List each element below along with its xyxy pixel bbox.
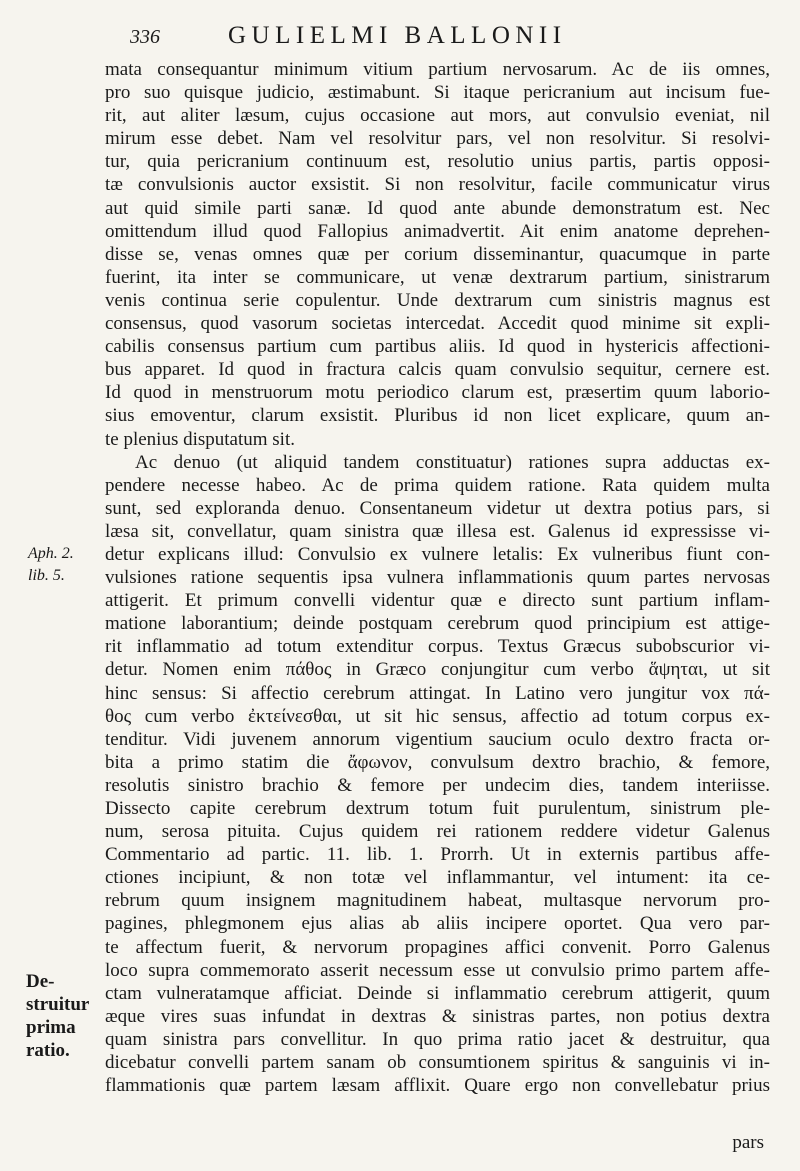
text-line: disse se, venas omnes quæ per corium disseminantur, quacumque in parte	[105, 243, 770, 265]
text-line: tenditur. Vidi juvenem annorum vigentium saucium oculo dextro fracta or-	[105, 728, 770, 750]
running-head: GULIELMI BALLONII	[228, 22, 567, 49]
text-line: pagines, phlegmonem ejus alias ab aliis incipere oportet. Qua vero par-	[105, 913, 770, 935]
text-line: attigerit. Et primum convelli videntur quæ e directo sunt partium inflam-	[105, 590, 770, 612]
text-line: consensus, quod vasorum societas intercedat. Accedit quod minime sit expli-	[105, 313, 770, 335]
text-line: cabilis consensus partium cum partibus aliis. Id quod in hystericis affectioni-	[105, 336, 770, 358]
text-line: Commentario ad partic. 11. lib. 1. Prorrh. Ut in externis partibus affe-	[105, 844, 770, 866]
marginal-note-line: De-	[26, 971, 55, 992]
text-line	[105, 1097, 770, 1120]
text-line: sius emoventur, clarum exsistit. Pluribus id non licet explicare, quum an-	[105, 405, 770, 427]
text-line: ctam vulneratamque afficiat. Deinde si inflammatio cerebrum attigerit, quum	[105, 982, 770, 1004]
text-line: æque vires suas infundat in dextras & sinistras partes, non potius dextra	[105, 1005, 770, 1027]
marginal-reference-line: lib. 5.	[28, 567, 65, 584]
text-line: Ac denuo (ut aliquid tandem constituatur) rationes supra adductas ex-	[135, 451, 770, 473]
text-line: detur explicans illud: Convulsio ex vulnere letalis: Ex vulneribus fiunt con-	[105, 543, 770, 565]
text-line: mirum esse debet. Nam vel resolvitur pars, vel non resolvitur. Si resolvi-	[105, 128, 770, 150]
text-line: Dissecto capite cerebrum dextrum totum fuit purulentum, sinistrum ple-	[105, 798, 770, 819]
text-line: fuerint, ita inter se communicare, ut venæ dextrarum partium, sinistrarum	[105, 266, 770, 288]
text-line: θος cum verbo ἐκτείνεσθαι, ut sit hic sensus, affectio ad totum corpus ex-	[105, 705, 770, 727]
text-line: tur, quia pericranium continuum est, resolutio unius partis, partis opposi-	[105, 151, 770, 173]
text-line: rit inflammatio ad totum extenditur corpus. Textus Græcus subobscurior vi-	[105, 636, 770, 658]
text-line: dicebatur convelli partem sanam ob consumtionem spiritus & sanguinis vi in-	[105, 1052, 770, 1074]
text-line: quam sinistra pars convellitur. In quo prima ratio jacet & destruitur, qua	[105, 1028, 770, 1050]
text-line: pendere necesse habeo. Ac de prima quidem ratione. Rata quidem multa	[105, 474, 770, 496]
page-header	[130, 22, 760, 52]
marginal-note	[26, 970, 89, 1062]
marginal-reference	[28, 543, 74, 587]
text-line: resolutis sinistro brachio & femore per undecim dies, tandem interiisse.	[105, 774, 770, 796]
marginal-note-line: prima	[26, 1017, 76, 1038]
text-line: hinc sensus: Si affectio cerebrum attingat. In Latino vero jungitur vox πά-	[105, 682, 770, 704]
text-line: flammationis quæ partem læsam afflixit. Quare ergo non convellebatur prius	[105, 1075, 770, 1097]
catchword: pars	[732, 1132, 764, 1153]
marginal-note-line: struitur	[26, 994, 90, 1015]
text-line: bus apparet. Id quod in fractura calcis quam convulsio sequitur, cernere est.	[105, 359, 770, 381]
text-line: Id quod in menstruorum motu periodico clarum est, præsertim quum laborio-	[105, 382, 770, 404]
text-line: detur. Nomen enim πάθος in Græco conjungitur cum verbo ἅψηται, ut sit	[105, 659, 770, 681]
text-line: loco supra commemorato asserit necessum esse ut convulsio primo partem affe-	[105, 959, 770, 981]
text-line: læsa sit, convellatur, quam sinistra quæ illesa est. Galenus id expressisse vi-	[105, 520, 770, 542]
text-line: mata consequantur minimum vitium partium nervosarum. Ac de iis omnes,	[105, 59, 770, 80]
text-line: rit, aut aliter læsum, cujus occasione aut mors, aut convulsio eveniat, nil	[105, 105, 770, 127]
marginal-note-line: ratio.	[26, 1040, 70, 1061]
marginal-reference-line: Aph. 2.	[28, 545, 74, 562]
text-line: aut quid simile parti sanæ. Id quod ante abunde demonstratum est. Nec	[105, 197, 770, 219]
text-line: tæ convulsionis auctor exsistit. Si non resolvitur, facile communicatur virus	[105, 174, 770, 196]
text-line: venis continua serie copulentur. Unde dextrarum cum sinistris magnus est	[105, 289, 770, 311]
text-line: num, serosa pituita. Cujus quidem rei rationem reddere videtur Galenus	[105, 821, 770, 843]
text-line: ctiones incipiunt, & non totæ vel inflammantur, vel intument: ita ce-	[105, 867, 770, 889]
body-text	[105, 58, 770, 1120]
text-line: omittendum illud quod Fallopius animadvertit. Ait enim anatome deprehen-	[105, 220, 770, 242]
page-number: 336	[130, 26, 160, 48]
text-line: matione laborantium; deinde postquam cerebrum quod principium est attige-	[105, 613, 770, 635]
text-line: bita a primo statim die ἄφωνον, convulsum dextro brachio, & femore,	[105, 751, 770, 773]
text-line: te plenius disputatum sit.	[105, 428, 295, 450]
text-line: vulsiones ratione sequentis ipsa vulnera inflammationis quum partes nervosas	[105, 567, 770, 589]
text-line: sunt, sed exploranda denuo. Consentaneum videtur ut dextra potius pars, si	[105, 497, 770, 519]
text-line: te affectum fuerit, & nervorum propagines affici convenit. Porro Galenus	[105, 936, 770, 958]
text-line: rebrum quum insignem magnitudinem habeat, multasque nervorum pro-	[105, 890, 770, 912]
text-line: pro suo quisque judicio, æstimabunt. Si itaque pericranium aut incisum fue-	[105, 82, 770, 104]
